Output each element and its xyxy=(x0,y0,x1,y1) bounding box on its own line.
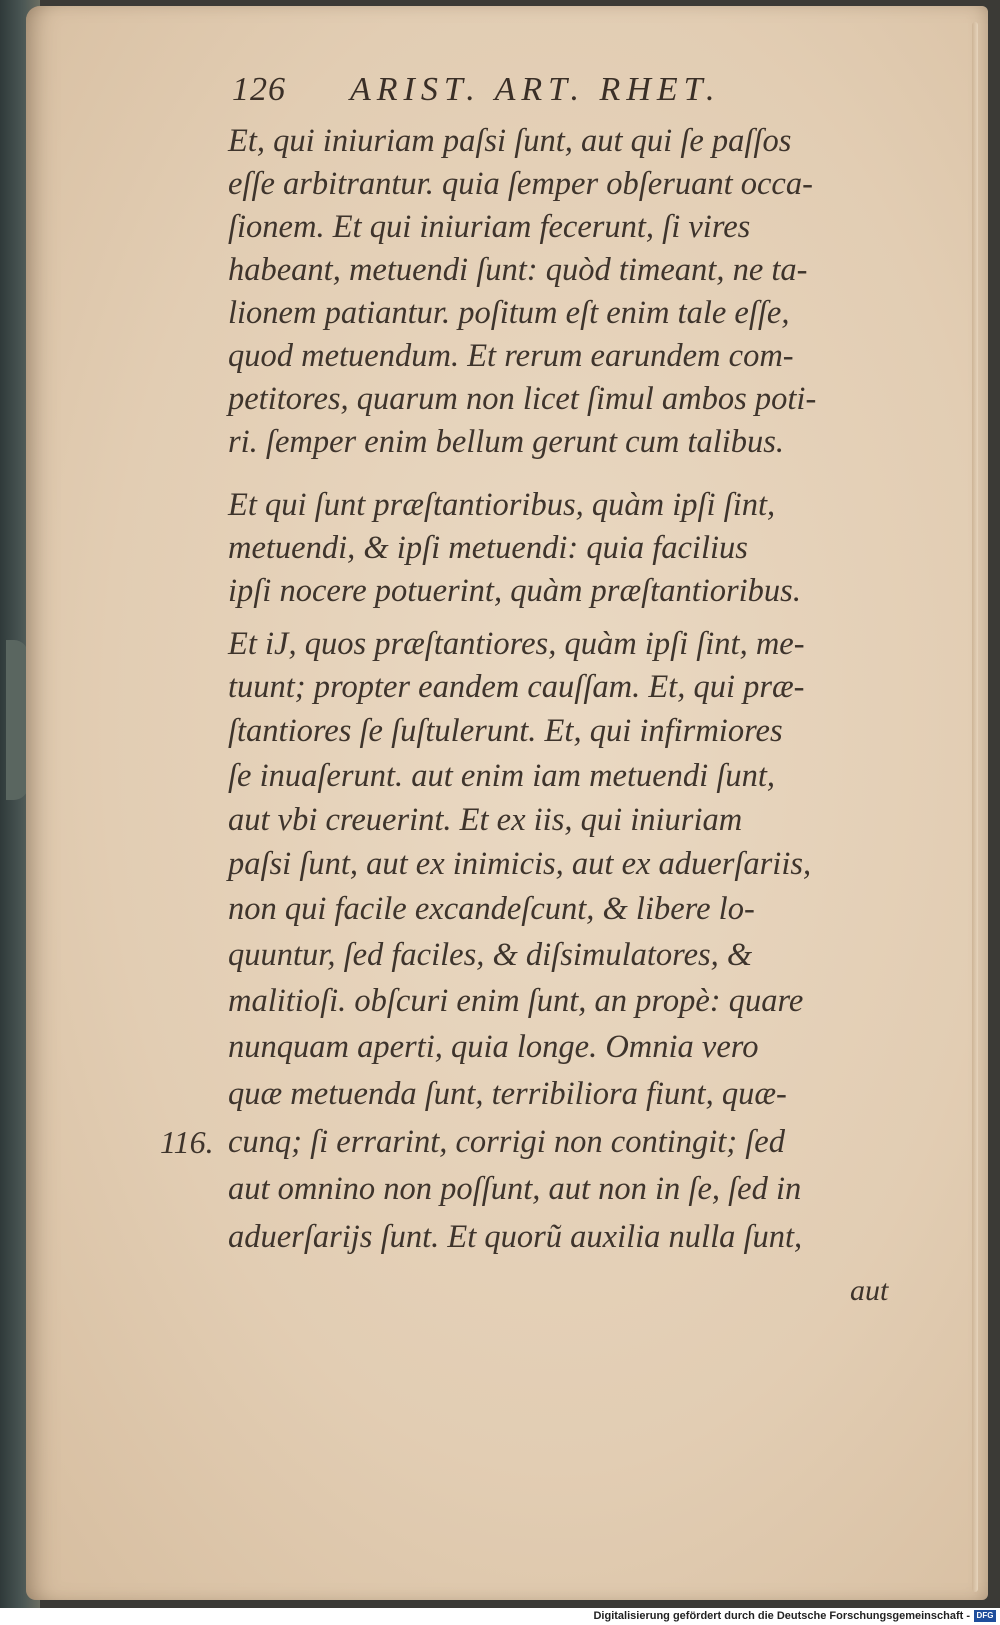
text-line: cunq; ſi errarint, corrigi non contingit; ſed xyxy=(228,1124,785,1160)
folio-number: 126 xyxy=(232,71,286,108)
marginal-reference-number: 116. xyxy=(160,1124,214,1160)
text-line: ſionem. Et qui iniuriam fecerunt, ſi vires xyxy=(228,209,751,245)
text-line: tuunt; propter eandem cauſſam. Et, qui præ- xyxy=(228,669,805,705)
book-cover-lip xyxy=(6,640,28,800)
text-line: eſſe arbitrantur. quia ſemper obſeruant occa- xyxy=(228,166,813,202)
running-title: ARIST. ART. RHET. xyxy=(350,71,721,108)
text-line: lionem patiantur. poſitum eſt enim tale eſſe, xyxy=(228,295,790,331)
text-line: non qui facile excandeſcunt, & libere lo- xyxy=(228,891,755,927)
text-line: ſtantiores ſe ſuſtulerunt. Et, qui infirmiores xyxy=(228,713,783,749)
page-edge xyxy=(972,22,978,1592)
text-line: ſe inuaſerunt. aut enim iam metuendi ſunt, xyxy=(228,758,776,794)
text-line: ipſi nocere potuerint, quàm præſtantioribus. xyxy=(228,573,801,609)
text-line: paſsi ſunt, aut ex inimicis, aut ex aduerſariis, xyxy=(228,846,812,882)
text-line: habeant, metuendi ſunt: quòd timeant, ne ta- xyxy=(228,252,808,288)
dfg-logo-icon: DFG xyxy=(974,1610,996,1622)
text-line: Et, qui iniuriam paſsi ſunt, aut qui ſe paſſos xyxy=(228,123,792,159)
catchword: aut xyxy=(850,1274,889,1307)
text-line: metuendi, & ipſi metuendi: quia facilius xyxy=(228,530,748,566)
text-line: Et qui ſunt præſtantioribus, quàm ipſi ſint, xyxy=(228,487,776,523)
text-line: nunquam aperti, quia longe. Omnia vero xyxy=(228,1029,759,1065)
text-line: aut vbi creuerint. Et ex iis, qui iniuriam xyxy=(228,802,743,838)
text-line: aut omnino non poſſunt, aut non in ſe, ſed in xyxy=(228,1171,802,1207)
digitization-footer xyxy=(0,1608,1000,1625)
text-line: aduerſarijs ſunt. Et quorũ auxilia nulla ſunt, xyxy=(228,1219,803,1255)
text-line: Et iJ, quos præſtantiores, quàm ipſi ſint, me- xyxy=(228,626,805,662)
text-line: malitioſi. obſcuri enim ſunt, an propè: quare xyxy=(228,983,804,1019)
text-line: quæ metuenda ſunt, terribiliora fiunt, quæ- xyxy=(228,1076,787,1112)
text-line: quuntur, ſed faciles, & diſsimulatores, & xyxy=(228,937,753,973)
text-line: petitores, quarum non licet ſimul ambos poti- xyxy=(228,381,817,417)
page-header xyxy=(232,68,852,112)
funding-notice: Digitalisierung gefördert durch die Deutsche Forschungsgemeinschaft - xyxy=(593,1610,970,1622)
text-line: ri. ſemper enim bellum gerunt cum talibus. xyxy=(228,424,785,460)
text-line: quod metuendum. Et rerum earundem com- xyxy=(228,338,794,374)
